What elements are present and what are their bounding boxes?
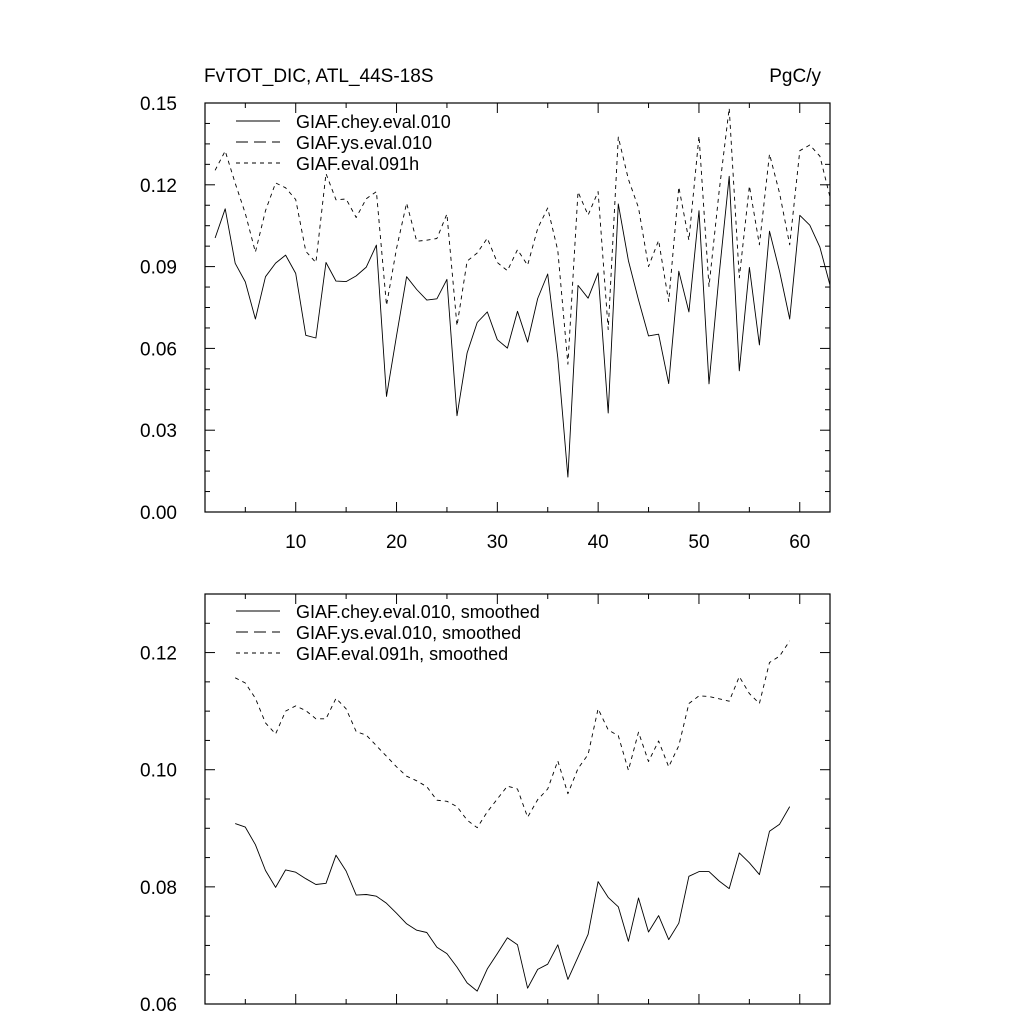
series-line bbox=[235, 641, 790, 828]
x-tick-label: 50 bbox=[688, 532, 710, 553]
title-left: FvTOT_DIC, ATL_44S-18S bbox=[204, 66, 434, 87]
y-tick-label: 0.12 bbox=[140, 643, 177, 665]
legend-label: GIAF.ys.eval.010, smoothed bbox=[296, 623, 522, 643]
y-tick-label: 0.00 bbox=[140, 503, 177, 524]
series-line bbox=[215, 176, 830, 477]
y-tick-label: 0.08 bbox=[140, 877, 177, 899]
y-tick-label: 0.03 bbox=[140, 421, 177, 443]
y-tick-label: 0.12 bbox=[140, 175, 177, 197]
legend-label: GIAF.eval.091h bbox=[296, 154, 420, 174]
y-tick-label: 0.06 bbox=[140, 995, 177, 1016]
y-tick-label: 0.15 bbox=[140, 94, 177, 115]
legend-label: GIAF.ys.eval.010 bbox=[296, 133, 433, 153]
title-right: PgC/y bbox=[769, 66, 821, 87]
x-tick-label: 20 bbox=[385, 532, 408, 553]
y-tick-label: 0.09 bbox=[140, 257, 177, 279]
legend-label: GIAF.chey.eval.010, smoothed bbox=[296, 602, 540, 622]
top-panel bbox=[140, 66, 830, 553]
y-tick-label: 0.10 bbox=[140, 760, 177, 782]
bottom-panel bbox=[140, 594, 830, 1016]
legend-label: GIAF.chey.eval.010 bbox=[296, 112, 451, 132]
x-tick-label: 60 bbox=[789, 532, 811, 553]
x-tick-label: 40 bbox=[587, 532, 609, 553]
legend-label: GIAF.eval.091h, smoothed bbox=[296, 644, 509, 664]
series-line bbox=[235, 807, 790, 992]
x-tick-label: 30 bbox=[486, 532, 508, 553]
x-tick-label: 10 bbox=[285, 532, 307, 553]
y-tick-label: 0.06 bbox=[140, 339, 177, 361]
